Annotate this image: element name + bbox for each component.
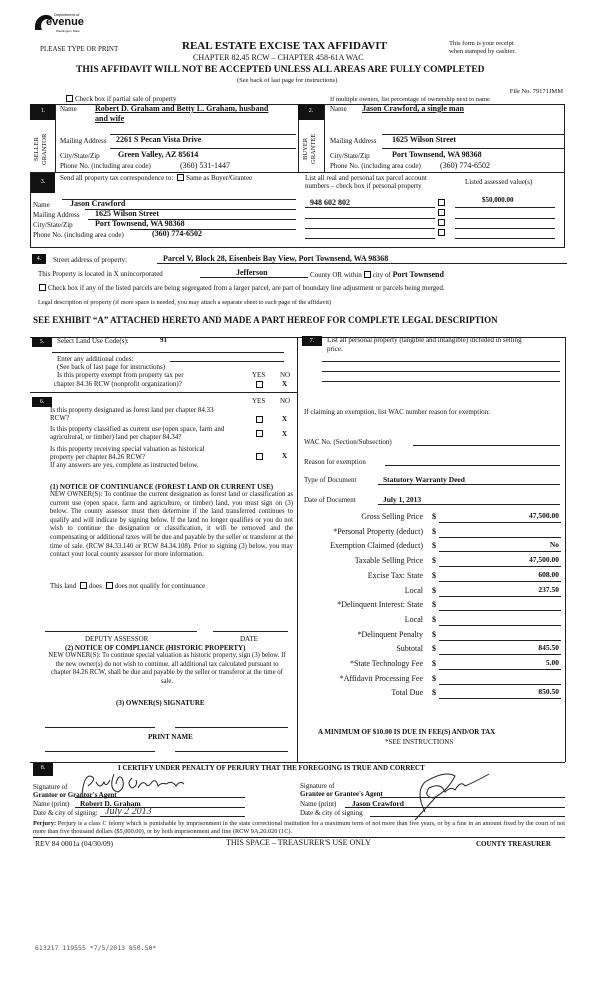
assessed-value[interactable]: $50,000.00 xyxy=(482,196,514,204)
historical-yes-checkbox[interactable] xyxy=(256,453,263,460)
seller-address[interactable]: 2261 S Pecan Vista Drive xyxy=(116,135,202,144)
dollar-sign: $ xyxy=(432,644,436,654)
section-6-number: 6. xyxy=(32,397,52,407)
same-as-buyer-checkbox[interactable] xyxy=(177,174,184,181)
perjury-label: Perjury: xyxy=(33,820,57,827)
dollar-sign: $ xyxy=(432,673,436,683)
cashier-stamp: 613217 119555 *7/5/2013 850.50* xyxy=(35,944,157,952)
print-name-line[interactable] xyxy=(175,751,288,752)
send-correspondence-label xyxy=(60,174,252,182)
parcel-number[interactable]: 948 602 802 xyxy=(310,198,350,207)
dollar-sign: $ xyxy=(432,659,436,668)
amount-label: Gross Selling Price xyxy=(361,512,423,521)
reason-field[interactable] xyxy=(385,465,560,466)
dollar-sign: $ xyxy=(432,512,436,521)
grantee-printed-name[interactable]: Jason Crawford xyxy=(352,799,404,808)
amount-row xyxy=(300,586,565,598)
dollar-sign: $ xyxy=(432,688,436,698)
perjury-text: Perjury is a class C felony which is punishable by imprisonment in the state correctional institution for a maximum term of not more than five years, or by a fine in an amount fixed by the court of not more than five thousand dollars ($5,000.00), or by both imprisonment and fine (RCW 9A.20.020 (1C). xyxy=(33,820,565,835)
amount-field[interactable] xyxy=(439,640,561,641)
please-type: PLEASE TYPE OR PRINT xyxy=(40,45,119,53)
amount-label: *Affidavit Processing Fee xyxy=(339,673,423,683)
land-use-code[interactable]: 91 xyxy=(160,336,167,344)
notice-compliance-title: (2) NOTICE OF COMPLIANCE (HISTORIC PROPERTY) xyxy=(65,644,246,652)
deputy-assessor-label: DEPUTY ASSESSOR xyxy=(85,635,149,643)
certify-statement: I CERTIFY UNDER PENALTY OF PERJURY THAT THE FOREGOING IS TRUE AND CORRECT xyxy=(118,764,425,772)
exempt-yes-checkbox[interactable] xyxy=(256,381,263,388)
amount-value[interactable]: 5.00 xyxy=(545,658,559,667)
grantor-signing-date[interactable]: July 2 2013 xyxy=(105,806,152,817)
doc-type[interactable]: Statutory Warranty Deed xyxy=(383,475,465,484)
dollar-sign: $ xyxy=(432,600,436,610)
current-use-question-2: agricultural, or timber) land per chapter 84.34? xyxy=(50,433,182,441)
correspondence-phone[interactable]: (360) 774-6502 xyxy=(152,229,202,238)
city-of-label: city of xyxy=(372,271,391,279)
grantee-date-field[interactable] xyxy=(370,816,565,817)
section-2-number: 2. xyxy=(308,108,314,114)
amount-label: *Delinquent Penalty xyxy=(357,629,423,639)
amount-row xyxy=(300,556,565,568)
personal-property-checkbox[interactable] xyxy=(438,199,445,206)
multiple-owners-note: If multiple owners, list percentage of ownership next to name xyxy=(330,96,490,103)
amount-label: *Delinquent Interest: State xyxy=(337,600,423,610)
yes-header: YES xyxy=(252,397,266,405)
no-header: NO xyxy=(280,397,291,405)
assessed-value-label: Listed assessed value(s) xyxy=(465,178,533,186)
property-street[interactable]: Parcel V, Block 28, Eisenbeis Bay View, Port Townsend, WA 98368 xyxy=(163,254,389,263)
amount-row xyxy=(300,615,565,627)
amount-field[interactable] xyxy=(439,551,561,552)
dollar-sign: $ xyxy=(432,570,436,580)
exempt-question-2: chapter 84.36 RCW (nonprofit organization)? xyxy=(54,380,182,388)
amount-label: *State Technology Fee xyxy=(349,659,423,668)
partial-sale-label: Check box if partial sale of property xyxy=(75,95,177,103)
print-name-label: PRINT NAME xyxy=(148,733,193,741)
amount-label: Subtotal xyxy=(396,644,423,654)
personal-property-label: List all personal property (tangible and intangible) included in selling xyxy=(327,336,522,344)
amount-field[interactable] xyxy=(439,537,561,538)
dor-logo: Department of evenue Washington State xyxy=(32,12,102,34)
segregated-checkbox[interactable] xyxy=(37,284,445,292)
amount-row xyxy=(300,674,565,686)
seller-name-cont: and wife xyxy=(95,114,125,123)
forest-yes-checkbox[interactable] xyxy=(256,416,263,423)
receipt-note: This form is your receipt xyxy=(449,40,514,47)
dollar-sign: $ xyxy=(432,629,436,639)
dollar-sign: $ xyxy=(432,585,436,595)
notice-continuance-body: NEW OWNER(S): To continue the current designation as forest land or classification as current use (open space, farm and agriculture, or timber) land, you must sign on (3) below. The county assessor must then determine if the land transferred continues to qualify and will indicate by signing below. If the land no longer qualifies or you do not wish to continue the designation or classification, it will be removed and the compensating or additional taxes will be due and payable by the seller or transferor at the time of sale. (RCW 84.33.140 or RCW 84.34.108). Prior to signing (3) below, you may contact your local county assessor for more information. xyxy=(50,491,293,559)
seller-city-label: City/State/Zip xyxy=(60,152,100,160)
perjury-notice xyxy=(33,820,565,836)
grantor-sig-label: Signature of xyxy=(33,783,68,791)
forest-land-question-2: RCW? xyxy=(50,414,70,422)
grantee-signature xyxy=(395,762,495,822)
current-use-no-mark[interactable]: X xyxy=(282,430,288,438)
historical-no-mark[interactable]: X xyxy=(282,452,288,460)
file-number: File No. 79171JMM xyxy=(509,88,563,95)
amount-label: *Personal Property (deduct) xyxy=(333,526,423,536)
exempt-question: Is this property exempt from property tax per xyxy=(57,371,184,379)
buyer-grantee-label: BUYER GRANTEE xyxy=(302,133,317,165)
section-7-number: 7. xyxy=(302,336,322,346)
reason-label: Reason for exemption xyxy=(304,458,366,466)
does-checkbox[interactable] xyxy=(80,582,87,589)
same-as-buyer-label: Same as Buyer/Grantee xyxy=(186,174,253,182)
amount-label: Local xyxy=(404,614,423,624)
if-yes-note: If any answers are yes, complete as instructed below. xyxy=(50,461,199,469)
exemption-label: If claiming an exemption, list WAC number reason for exemption: xyxy=(304,408,491,416)
amount-row xyxy=(300,541,565,553)
date-label: DATE xyxy=(240,635,258,643)
amount-label: Local xyxy=(404,585,423,595)
personal-property-line[interactable] xyxy=(322,361,560,362)
buyer-address[interactable]: 1625 Wilson Street xyxy=(392,135,457,144)
sec3-city-label: City/State/Zip xyxy=(33,221,73,229)
dollar-sign: $ xyxy=(432,541,436,551)
seller-city[interactable]: Green Valley, AZ 85614 xyxy=(118,150,199,159)
sec3-addr-label: Mailing Address xyxy=(33,211,80,219)
this-land-label: This land xyxy=(50,582,77,590)
owner-signature-line[interactable] xyxy=(175,727,288,728)
section-5-number: 5. xyxy=(32,337,52,347)
section-4-number: 4. xyxy=(32,254,46,264)
amount-row xyxy=(300,600,565,612)
historical-question: Is this property receiving special valuation as historical xyxy=(50,445,205,453)
personal-property-line[interactable] xyxy=(322,381,560,382)
amount-label: Exemption Claimed (deduct) xyxy=(330,541,423,551)
instructions-note: (See back of last page for instructions) xyxy=(237,77,338,84)
notice-compliance-body: NEW OWNER(S): To continue special valuation as historic property, sign (3) below. If the new owner(s) do not wish to continue, all additional tax calculated pursuant to chapter 84.26 RCW, shall be due and payable by the seller or transferor at the time of sale. xyxy=(48,652,286,685)
form-title: REAL ESTATE EXCISE TAX AFFIDAVIT xyxy=(182,40,387,52)
amount-field[interactable] xyxy=(439,654,561,655)
personal-property-checkbox[interactable] xyxy=(438,219,445,226)
section-1-number: 1. xyxy=(40,108,46,114)
amount-value[interactable]: 47,500.00 xyxy=(529,511,559,520)
seller-grantor-label: SELLER GRANTOR xyxy=(33,133,48,165)
right-border xyxy=(565,337,566,762)
city-value: Port Townsend xyxy=(392,270,444,279)
warning-banner: THIS AFFIDAVIT WILL NOT BE ACCEPTED UNLESS ALL AREAS ARE FULLY COMPLETED xyxy=(76,65,485,75)
treasurer-space-label: THIS SPACE – TREASURER'S USE ONLY xyxy=(226,838,371,847)
seller-name: Robert D. Graham and Betty L. Graham, husband xyxy=(95,104,269,113)
county[interactable]: Jefferson xyxy=(236,268,268,277)
section-8-number: 8. xyxy=(33,763,53,776)
date-line[interactable] xyxy=(213,631,288,632)
correspondence-city[interactable]: Port Townsend, WA 98368 xyxy=(95,219,185,228)
personal-property-checkbox[interactable] xyxy=(438,209,445,216)
land-use-label: Select Land Use Code(s): xyxy=(57,337,129,345)
does-not-label: does not qualify for continuance xyxy=(114,582,206,590)
amount-value[interactable]: No xyxy=(549,540,559,550)
notice-continuance-title: (1) NOTICE OF CONTINUANCE (FOREST LAND OR CURRENT USE) xyxy=(50,483,274,491)
located-label: This Property is located in X unincorporated xyxy=(38,270,163,278)
seller-phone-label: Phone No. (including area code) xyxy=(60,162,151,170)
does-label: does xyxy=(89,582,102,590)
parcel-list-label-2: numbers – check box if personal property xyxy=(305,182,422,190)
amount-field[interactable] xyxy=(439,596,561,597)
grantee-agent-label: Grantee or Grantee's Agent xyxy=(300,790,383,798)
divider xyxy=(30,392,297,393)
amount-row xyxy=(300,571,565,583)
dollar-sign: $ xyxy=(432,556,436,566)
section-3-number: 3. xyxy=(31,173,55,193)
seller-phone[interactable]: (360) 531-1447 xyxy=(180,161,230,170)
amount-row xyxy=(300,630,565,642)
wac-label: WAC No. (Section/Subsection) xyxy=(304,438,392,446)
county-or-label: County OR within xyxy=(310,271,362,279)
doc-type-label: Type of Document xyxy=(304,476,357,484)
column-divider xyxy=(297,337,298,762)
grantee-sig-label: Signature of xyxy=(300,782,335,790)
grantor-printed-name[interactable]: Robert D. Graham xyxy=(80,799,141,808)
buyer-city-label: City/State/Zip xyxy=(330,152,370,160)
legal-description-exhibit: SEE EXHIBIT “A” ATTACHED HERETO AND MADE A PART HEREOF FOR COMPLETE LEGAL DESCRIPTION xyxy=(33,315,498,325)
amount-field[interactable] xyxy=(439,669,561,670)
doc-date-label: Date of Document xyxy=(304,496,356,504)
amount-field[interactable] xyxy=(439,522,561,523)
form-subtitle: CHAPTER 82.45 RCW – CHAPTER 458-61A WAC xyxy=(193,53,364,62)
divider xyxy=(324,104,325,173)
amount-label: Taxable Selling Price xyxy=(354,556,423,566)
seller-name-label: Name xyxy=(60,105,77,113)
forest-no-mark[interactable]: X xyxy=(282,415,288,423)
city-checkbox[interactable] xyxy=(364,271,371,278)
partial-sale-checkbox[interactable] xyxy=(64,95,176,103)
correspondence-address[interactable]: 1625 Wilson Street xyxy=(95,209,160,218)
doc-date[interactable]: July 1, 2013 xyxy=(383,495,422,504)
wac-field[interactable] xyxy=(413,445,560,446)
buyer-phone[interactable]: (360) 774-6502 xyxy=(440,161,490,170)
amount-field[interactable] xyxy=(439,698,561,699)
print-name-line[interactable] xyxy=(45,751,155,752)
parcel-list-label: List all real and personal tax parcel account xyxy=(305,174,427,182)
amount-row xyxy=(300,512,565,524)
sec3-phone-label: Phone No. (including area code) xyxy=(33,231,124,239)
does-not-checkbox[interactable] xyxy=(106,582,113,589)
correspondence-name[interactable]: Jason Crawford xyxy=(70,199,126,208)
no-header: NO xyxy=(280,371,291,379)
amount-field[interactable] xyxy=(439,610,561,611)
grantor-date-label: Date & city of signing: xyxy=(33,809,98,817)
buyer-phone-label: Phone No. (including area code) xyxy=(330,162,421,170)
amount-label: Excise Tax: State xyxy=(367,570,423,580)
segregated-label: Check box if any of the listed parcels are being segregated from a larger parcel, are part of boundary line adjustment or parcels being merged. xyxy=(48,284,445,292)
amount-label: Total Due xyxy=(391,688,423,698)
see-instructions-note: *SEE INSTRUCTIONS xyxy=(385,738,454,746)
exempt-no-mark[interactable]: X xyxy=(282,380,288,388)
additional-codes-label: Enter any additional codes: xyxy=(57,355,134,363)
amount-field[interactable] xyxy=(439,684,561,685)
amount-value[interactable]: 608.00 xyxy=(538,569,559,579)
yes-header: YES xyxy=(252,371,266,379)
buyer-name-label: Name xyxy=(330,105,347,113)
grantor-name-label: Name (print) xyxy=(33,800,70,808)
historical-question-2: property per chapter 84.26 RCW? xyxy=(50,453,146,461)
grantee-name-label: Name (print) xyxy=(300,800,337,808)
owner-signature-label: (3) OWNER(S) SIGNATURE xyxy=(116,699,205,707)
amount-value[interactable]: 845.50 xyxy=(538,643,559,653)
personal-property-line[interactable] xyxy=(322,371,560,372)
buyer-city[interactable]: Port Townsend, WA 98368 xyxy=(392,150,482,159)
see-back-label: (See back of last page for instructions) xyxy=(57,363,166,371)
amount-field[interactable] xyxy=(439,566,561,567)
grantor-signature xyxy=(78,770,188,798)
receipt-note-2: when stamped by cashier. xyxy=(449,48,516,55)
personal-property-checkbox[interactable] xyxy=(438,229,445,236)
current-use-question: Is this property classified as current use (open space, farm and xyxy=(50,425,225,433)
forest-land-question: Is this property designated as forest land per chapter 84.33 xyxy=(50,406,214,414)
dollar-sign: $ xyxy=(432,614,436,624)
seller-addr-label: Mailing Address xyxy=(60,137,107,145)
amount-row xyxy=(300,644,565,656)
deputy-signature-line[interactable] xyxy=(45,631,197,632)
grantor-agent-label: Grantor or Grantor's Agent xyxy=(33,791,117,799)
grantee-date-label: Date & city of signing xyxy=(300,809,363,817)
buyer-addr-label: Mailing Address xyxy=(330,137,377,145)
street-label: Street address of property: xyxy=(53,256,128,264)
continuance-choice xyxy=(50,582,205,590)
sec3-name-label: Name xyxy=(33,201,50,209)
owner-signature-line[interactable] xyxy=(45,727,155,728)
form-revision: REV 84 0001a (04/30/09) xyxy=(35,839,113,848)
legal-description-label: Legal description of property (if more space is needed, you may attach a separate sheet to each page of the affidavit) xyxy=(38,299,332,306)
amount-row xyxy=(300,659,565,671)
amount-value[interactable]: 850.50 xyxy=(538,687,559,697)
dollar-sign: $ xyxy=(432,526,436,536)
amount-row xyxy=(300,688,565,700)
amount-value[interactable]: 237.50 xyxy=(538,584,559,594)
current-use-yes-checbox[interactable] xyxy=(256,430,263,437)
county-treasurer-label: COUNTY TREASURER xyxy=(476,840,551,848)
personal-property-label-2: price. xyxy=(327,345,343,353)
buyer-name[interactable]: Jason Crawford, a single man xyxy=(362,104,465,113)
minimum-due-note: A MINIMUM OF $10.00 IS DUE IN FEE(S) AND/OR TAX xyxy=(318,728,496,736)
amount-field[interactable] xyxy=(439,625,561,626)
amount-row xyxy=(300,527,565,539)
amount-value[interactable]: 47,500.00 xyxy=(529,555,559,565)
amount-field[interactable] xyxy=(439,581,561,582)
county-or-within xyxy=(310,270,444,279)
send-label: Send all property tax correspondence to: xyxy=(60,174,174,182)
